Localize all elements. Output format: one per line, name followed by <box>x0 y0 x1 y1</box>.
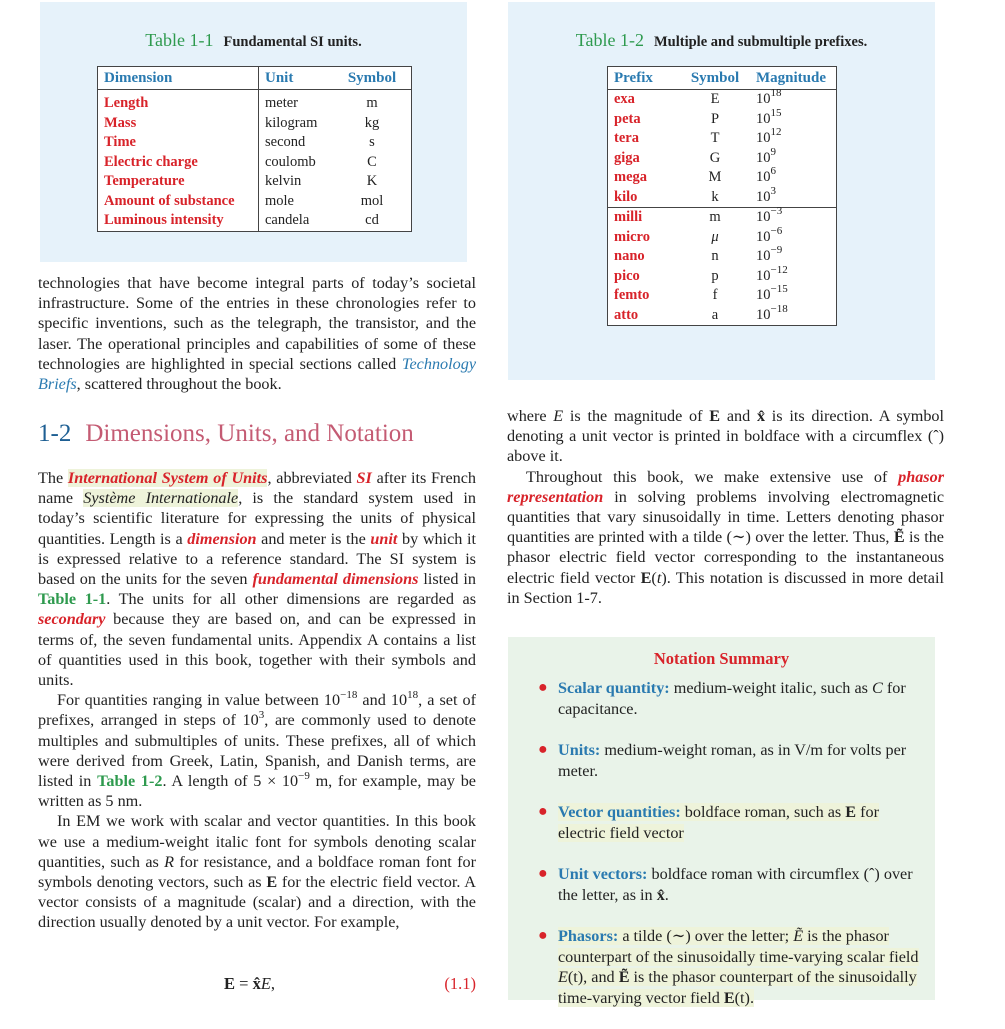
symbol-cell: k <box>711 188 719 205</box>
left-body <box>38 468 476 933</box>
dimension-cell: Electric charge <box>98 153 259 173</box>
table-1-1-number: Table 1-1 <box>145 30 214 50</box>
magnitude-cell: $10^6$ <box>756 165 776 185</box>
symbol-cell: mol <box>360 192 384 209</box>
magnitude-cell: $10^{-15}$ <box>756 283 788 303</box>
prefix-cell: femto <box>614 287 650 303</box>
intro-paragraph <box>38 273 476 394</box>
dimension-cell: Mass <box>98 114 259 134</box>
right-body <box>507 406 944 608</box>
term-phasor: phasor representation <box>507 467 944 506</box>
table-row <box>608 267 836 287</box>
magnitude-cell: $10^{-12}$ <box>756 263 788 284</box>
section-title: Dimensions, Units, and Notation <box>85 420 414 447</box>
dimension-cell: Amount of substance <box>98 192 259 212</box>
magnitude-cell: $10^{-18}$ <box>756 302 788 323</box>
bullet-icon: ● <box>538 803 548 820</box>
section-number: 1-2 <box>38 420 72 447</box>
table-1-2-number: Table 1-2 <box>575 30 644 50</box>
paragraph-si: The International System of Units, abbreviated SI after its French name Système Internationale, is the standard system used in today’s scientific literature for expressing the units of physical quantities. Length is a dimension and meter is the unit by which it is expressed relative to a reference standard. The SI system is based on the units for the seven fundamental dimensions listed in Table 1-1. The units for all other dimensions are regarded as secondary because they are based on, and can be expressed in terms of, the seven fundamental units. Appendix A contains a list of quantities used in this book, together with their symbols and units. <box>38 469 477 690</box>
symbol-cell: T <box>710 130 720 146</box>
table-row <box>608 110 836 130</box>
unit-cell: coulomb <box>265 153 316 170</box>
bullet-icon: ● <box>538 741 548 758</box>
term-isu: International System of Units <box>67 469 268 487</box>
unit-cell: candela <box>265 212 310 228</box>
symbol-cell: n <box>711 248 719 264</box>
magnitude-cell: $10^{12}$ <box>756 126 782 146</box>
table-row <box>608 306 836 326</box>
prefix-cell: atto <box>614 306 639 323</box>
notation-item-units: ● Units: medium-weight roman, as in V/m for volts per meter. <box>538 741 907 780</box>
symbol-cell: f <box>712 287 718 303</box>
unit-cell: mole <box>265 192 294 209</box>
table-row <box>608 188 836 208</box>
table-1-2-caption: Multiple and submultiple prefixes. <box>653 34 868 50</box>
symbol-cell: K <box>366 173 378 189</box>
magnitude-cell: $10^{15}$ <box>756 106 782 127</box>
table-1-2-header-prefix: Prefix <box>608 67 680 90</box>
symbol-cell: E <box>710 91 720 107</box>
symbol-cell: P <box>710 110 720 127</box>
notation-item-phasor: ● Phasors: a tilde (∼) over the letter; Ẽ is the phasor counterpart of the sinusoidally time-varying scalar field E(t), and Ẽ is the phasor counterpart of the sinusoidally time-varying vector field E(t). <box>538 927 919 1007</box>
notation-item-vector: ● Vector quantities: boldface roman, such as E for electric field vector <box>538 803 879 842</box>
table-row <box>608 129 836 149</box>
prefix-cell: exa <box>614 91 635 107</box>
paragraph-unit-vector: where E is the magnitude of E and x̂ is its direction. A symbol denoting a unit vector is printed in boldface with a circumflex (ˆ) above it. <box>507 407 945 466</box>
prefix-cell: kilo <box>614 188 638 205</box>
prefix-cell: tera <box>614 130 639 146</box>
term-secondary: secondary <box>38 610 106 629</box>
table-row <box>98 90 411 114</box>
prefix-cell: pico <box>614 267 640 284</box>
dimension-cell: Length <box>98 90 259 114</box>
unit-cell: kilogram <box>265 114 318 131</box>
symbol-cell: cd <box>365 212 379 228</box>
symbol-cell: s <box>369 134 375 150</box>
table-1-1-header-dimension: Dimension <box>98 67 259 90</box>
table-1-1 <box>97 66 412 232</box>
technology-briefs-link[interactable]: Technology Briefs <box>38 354 477 394</box>
term-dimension: dimension <box>187 529 257 548</box>
table-row <box>98 114 411 134</box>
prefix-cell: milli <box>614 209 643 225</box>
table-row <box>608 90 836 110</box>
bullet-icon: ● <box>538 865 548 882</box>
symbol-cell: μ <box>711 228 719 245</box>
dimension-cell: Temperature <box>98 172 259 192</box>
paragraph-scalar-vector: In EM we work with scalar and vector quantities. In this book we use a medium-weight italic font for symbols denoting scalar quantities, such as R for resistance, and a boldface roman font for symbols denoting vectors, such as E for the electric field vector. A vector consists of a magnitude (scalar) and a direction, with the direction usually denoted by a unit vector. For example, <box>38 812 476 932</box>
paragraph-phasor: Throughout this book, we make extensive use of phasor representation in solving problems involving electromagnetic quantities that vary sinusoidally in time. Letters denoting phasor quantities are printed with a tilde (∼) over the letter. Thus, Ẽ is the phasor electric field vector corresponding to the instantaneous electric field vector E(t). This notation is discussed in more detail in Section 1-7. <box>507 467 944 607</box>
symbol-cell: C <box>367 153 377 170</box>
table-row <box>98 192 411 212</box>
unit-cell: kelvin <box>265 173 302 189</box>
table-1-1-header-symbol: Symbol <box>333 67 411 90</box>
table-1-1-caption: Fundamental SI units. <box>223 34 362 50</box>
prefix-cell: micro <box>614 228 650 245</box>
magnitude-cell: $10^3$ <box>756 184 776 205</box>
symbol-cell: kg <box>364 114 380 131</box>
paragraph-prefixes: For quantities ranging in value between $10^{-18}$ and $10^{18}$, a set of prefixes, arranged in steps of $10^3$, are commonly used to denote multiples and submultiples of units. These prefixes, all of which were derived from Greek, Latin, Spanish, and Danish terms, are listed in Table 1-2. A length of $5 \times 10^{-9}$ m, for example, may be written as 5 nm. <box>38 688 477 811</box>
prefix-cell: mega <box>614 169 648 185</box>
table-1-1-reference[interactable]: Table 1-1 <box>38 590 107 609</box>
table-row <box>608 149 836 169</box>
symbol-cell: M <box>708 169 722 185</box>
table-row <box>608 208 836 228</box>
table-row <box>608 168 836 188</box>
table-row <box>98 133 411 153</box>
magnitude-cell: $10^{-3}$ <box>756 205 783 225</box>
table-1-2-title <box>508 30 935 51</box>
dimension-cell: Luminous intensity <box>98 211 259 231</box>
section-heading <box>38 420 478 448</box>
magnitude-cell: $10^{18}$ <box>756 87 782 107</box>
intro-text: technologies that have become integral parts of today’s societal infrastructure. Some of the entries in these chronologies refer to specific inventions, such as the telegraph, the transistor, and the laser. The operational principles and capabilities of some of these technologies are highlighted in special sections called <box>38 274 476 373</box>
prefix-cell: giga <box>614 149 640 166</box>
prefix-cell: peta <box>614 110 641 127</box>
bullet-icon: ● <box>538 927 548 944</box>
table-1-2-header-magnitude: Magnitude <box>750 67 836 90</box>
notation-item-unit-vector: ● Unit vectors: boldface roman with circumflex (ˆ) over the letter, as in x̂. <box>538 865 913 904</box>
dimension-cell: Time <box>98 133 259 153</box>
magnitude-cell: $10^{-6}$ <box>756 224 783 245</box>
unit-cell: second <box>265 134 306 150</box>
table-row <box>98 153 411 173</box>
intro-text-end: , scattered throughout the book. <box>76 375 282 394</box>
prefix-cell: nano <box>614 248 645 264</box>
notation-summary-title: Notation Summary <box>653 649 790 668</box>
symbol-cell: m <box>366 95 378 111</box>
table-row <box>98 172 411 192</box>
magnitude-cell: $10^{-9}$ <box>756 244 783 264</box>
term-fundamental-dimensions: fundamental dimensions <box>252 570 419 589</box>
symbol-cell: a <box>711 306 719 323</box>
notation-summary-list <box>538 678 922 1029</box>
term-unit: unit <box>370 529 398 548</box>
magnitude-cell: $10^9$ <box>756 145 776 166</box>
term-si: SI <box>356 469 372 487</box>
bullet-icon: ● <box>538 679 548 696</box>
table-row <box>608 247 836 267</box>
term-french: Système Internationale <box>83 489 239 508</box>
symbol-cell: m <box>709 209 721 225</box>
notation-item-scalar: ● Scalar quantity: medium-weight italic, such as C for capacitance. <box>538 679 906 718</box>
equation-number: (1.1) <box>444 974 476 993</box>
table-1-1-title <box>40 30 467 51</box>
table-1-2 <box>607 66 837 326</box>
table-row <box>98 211 411 231</box>
table-row <box>608 286 836 306</box>
table-1-2-reference[interactable]: Table 1-2 <box>97 772 163 791</box>
unit-cell: meter <box>265 95 299 111</box>
symbol-cell: p <box>711 267 719 284</box>
table-1-1-header-unit: Unit <box>259 67 334 90</box>
table-row <box>608 228 836 248</box>
symbol-cell: G <box>709 149 721 166</box>
table-1-2-header-symbol: Symbol <box>680 67 750 90</box>
